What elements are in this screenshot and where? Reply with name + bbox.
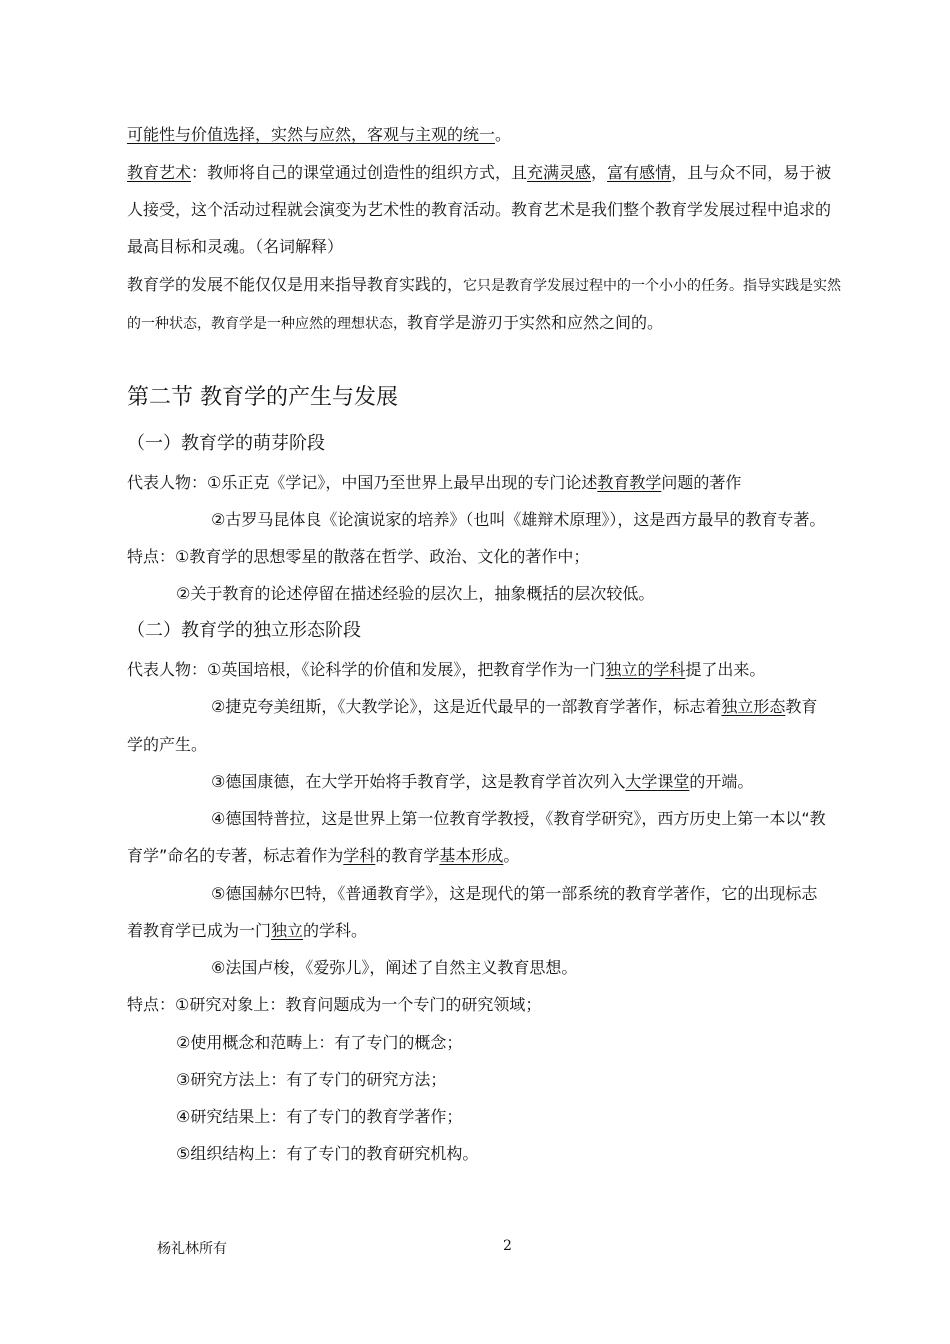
text: 教育 [785, 697, 818, 716]
part2-rep-5: ⑤德国赫尔巴特，《普通教育学》，这是现代的第一部系统的教育学著作，它的出现标志 [211, 884, 818, 903]
underlined-phrase: 独立的学科 [605, 660, 686, 679]
text: 教育学的发展不能仅仅是用来指导教育实践的， [127, 275, 464, 294]
part2-rep-1 [127, 660, 765, 680]
underlined-phrase: 教育教学 [597, 473, 662, 492]
text: ③德国康德，在大学开始将手教育学，这是教育学首次列入 [211, 772, 626, 791]
part2-feature-2: ②使用概念和范畴上：有了专门的概念； [176, 1033, 463, 1052]
part2-heading: （二）教育学的独立形态阶段 [127, 620, 361, 641]
part2-rep-4: ④德国特普拉，这是世界上第一位教育学教授，《教育学研究》，西方历史上第一本以“教 [211, 809, 826, 828]
underlined-phrase: 大学课堂 [625, 772, 690, 791]
intro-line-1 [127, 125, 511, 145]
part2-rep-2 [211, 697, 817, 717]
page-number: 2 [503, 1238, 512, 1254]
text: 的学科。 [303, 921, 368, 940]
text: 它只是教育学发展过程中的一个小小的任务。指导实践是实然 [463, 278, 842, 294]
part2-rep-5-cont [127, 921, 367, 941]
text: 问题的著作 [661, 473, 742, 492]
underlined-phrase: 可能性与价值选择，实然与应然，客观与主观的统一 [127, 125, 496, 144]
text: 。 [503, 846, 520, 865]
part1-rep-1 [127, 473, 741, 493]
underlined-phrase: 独立 [271, 921, 304, 940]
part2-rep-6: ⑥法国卢梭，《爱弥儿》，阐述了自然主义教育思想。 [211, 958, 578, 977]
text: ②捷克夸美纽斯，《大教学论》，这是近代最早的一部教育学著作，标志着 [211, 697, 722, 716]
text: 代表人物：①英国培根，《论科学的价值和发展》，把教育学作为一门 [127, 660, 606, 679]
art-definition-line-3: 最高目标和灵魂。（名词解释） [127, 237, 344, 256]
text: 代表人物：①乐正克《学记》，中国乃至世界上最早出现的专门论述 [127, 473, 598, 492]
development-line-1 [127, 275, 841, 296]
text: 育学”命名的专著，标志着作为 [127, 846, 344, 865]
text: ，且与众不同，易于被 [671, 163, 832, 182]
part1-feature-1: 特点：①教育学的思想零星的散落在哲学、政治、文化的著作中； [127, 547, 590, 566]
text: 。 [495, 125, 512, 144]
development-line-2 [127, 313, 663, 334]
text: 提了出来。 [685, 660, 766, 679]
part1-rep-2: ②古罗马昆体良《论演说家的培养》（也叫《雄辩术原理》），这是西方最早的教育专著。 [211, 510, 826, 529]
footer-owner: 杨礼林所有 [157, 1241, 227, 1257]
art-definition-line-2: 人接受，这个活动过程就会演变为艺术性的教育活动。教育艺术是我们整个教育学发展过程中追求的 [127, 200, 832, 219]
underlined-phrase: 基本形成 [439, 846, 504, 865]
underlined-phrase: 独立形态 [721, 697, 786, 716]
text: 教育学是游刃于实然和应然之间的。 [407, 313, 664, 332]
underlined-phrase: 学科 [343, 846, 376, 865]
text: 着教育学已成为一门 [127, 921, 272, 940]
part2-rep-2-cont: 学的产生。 [127, 735, 208, 754]
part2-feature-1: 特点：①研究对象上：教育问题成为一个专门的研究领域； [127, 995, 542, 1014]
part2-feature-3: ③研究方法上：有了专门的研究方法； [176, 1070, 447, 1089]
part1-feature-2: ②关于教育的论述停留在描述经验的层次上，抽象概括的层次较低。 [176, 584, 655, 603]
underlined-phrase: 充满灵感 [527, 163, 592, 182]
part2-feature-5: ⑤组织结构上：有了专门的教育研究机构。 [176, 1144, 479, 1163]
text: ， [591, 163, 608, 182]
part2-rep-4-cont [127, 846, 519, 866]
part2-rep-3 [211, 772, 753, 792]
text: ：教师将自己的课堂通过创造性的组织方式，且 [191, 163, 528, 182]
underlined-phrase: 富有感情 [607, 163, 672, 182]
part2-feature-4: ④研究结果上：有了专门的教育学著作； [176, 1107, 463, 1126]
text: 的一种状态，教育学是一种应然的理想状态， [127, 316, 407, 332]
term-education-art: 教育艺术 [127, 163, 192, 182]
text: 的开端。 [689, 772, 754, 791]
text: 的教育学 [375, 846, 440, 865]
part1-heading: （一）教育学的萌芽阶段 [127, 433, 325, 454]
section-title: 第二节 教育学的产生与发展 [127, 385, 398, 410]
art-definition-line-1 [127, 163, 831, 183]
